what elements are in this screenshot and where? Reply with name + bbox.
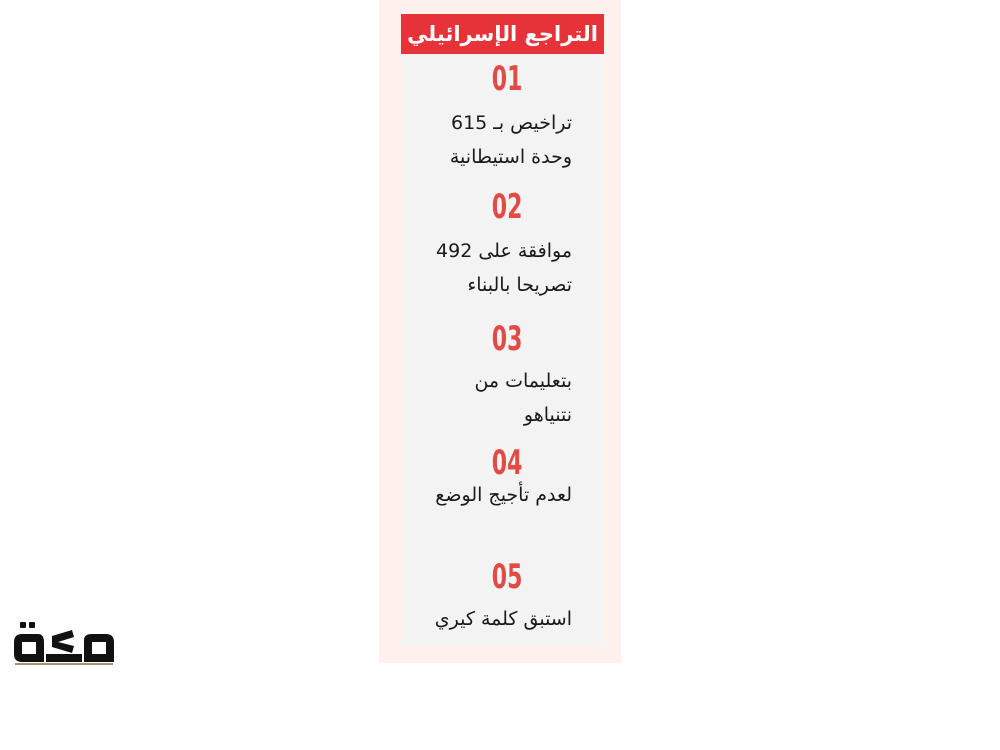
makkah-logo: [12, 620, 116, 666]
item-text: لعدم تأجيج الوضع: [435, 484, 572, 506]
item-number: 04: [491, 443, 523, 483]
item-number: 03: [491, 319, 523, 359]
item-text: موافقة على 492 تصريحا بالبناء: [436, 240, 572, 296]
item-number: 02: [491, 187, 523, 227]
item-number: 01: [491, 59, 523, 99]
items-card: [401, 54, 604, 646]
item-text: تراخيص بـ 615 وحدة استيطانية: [449, 112, 572, 168]
item-number: 05: [491, 557, 523, 597]
infographic-title: التراجع الإسرائيلي: [401, 14, 604, 54]
makkah-logo-mark: [12, 620, 116, 666]
item-text: استبق كلمة كيري: [434, 608, 572, 630]
item-text: بتعليمات من نتنياهو: [474, 370, 572, 426]
